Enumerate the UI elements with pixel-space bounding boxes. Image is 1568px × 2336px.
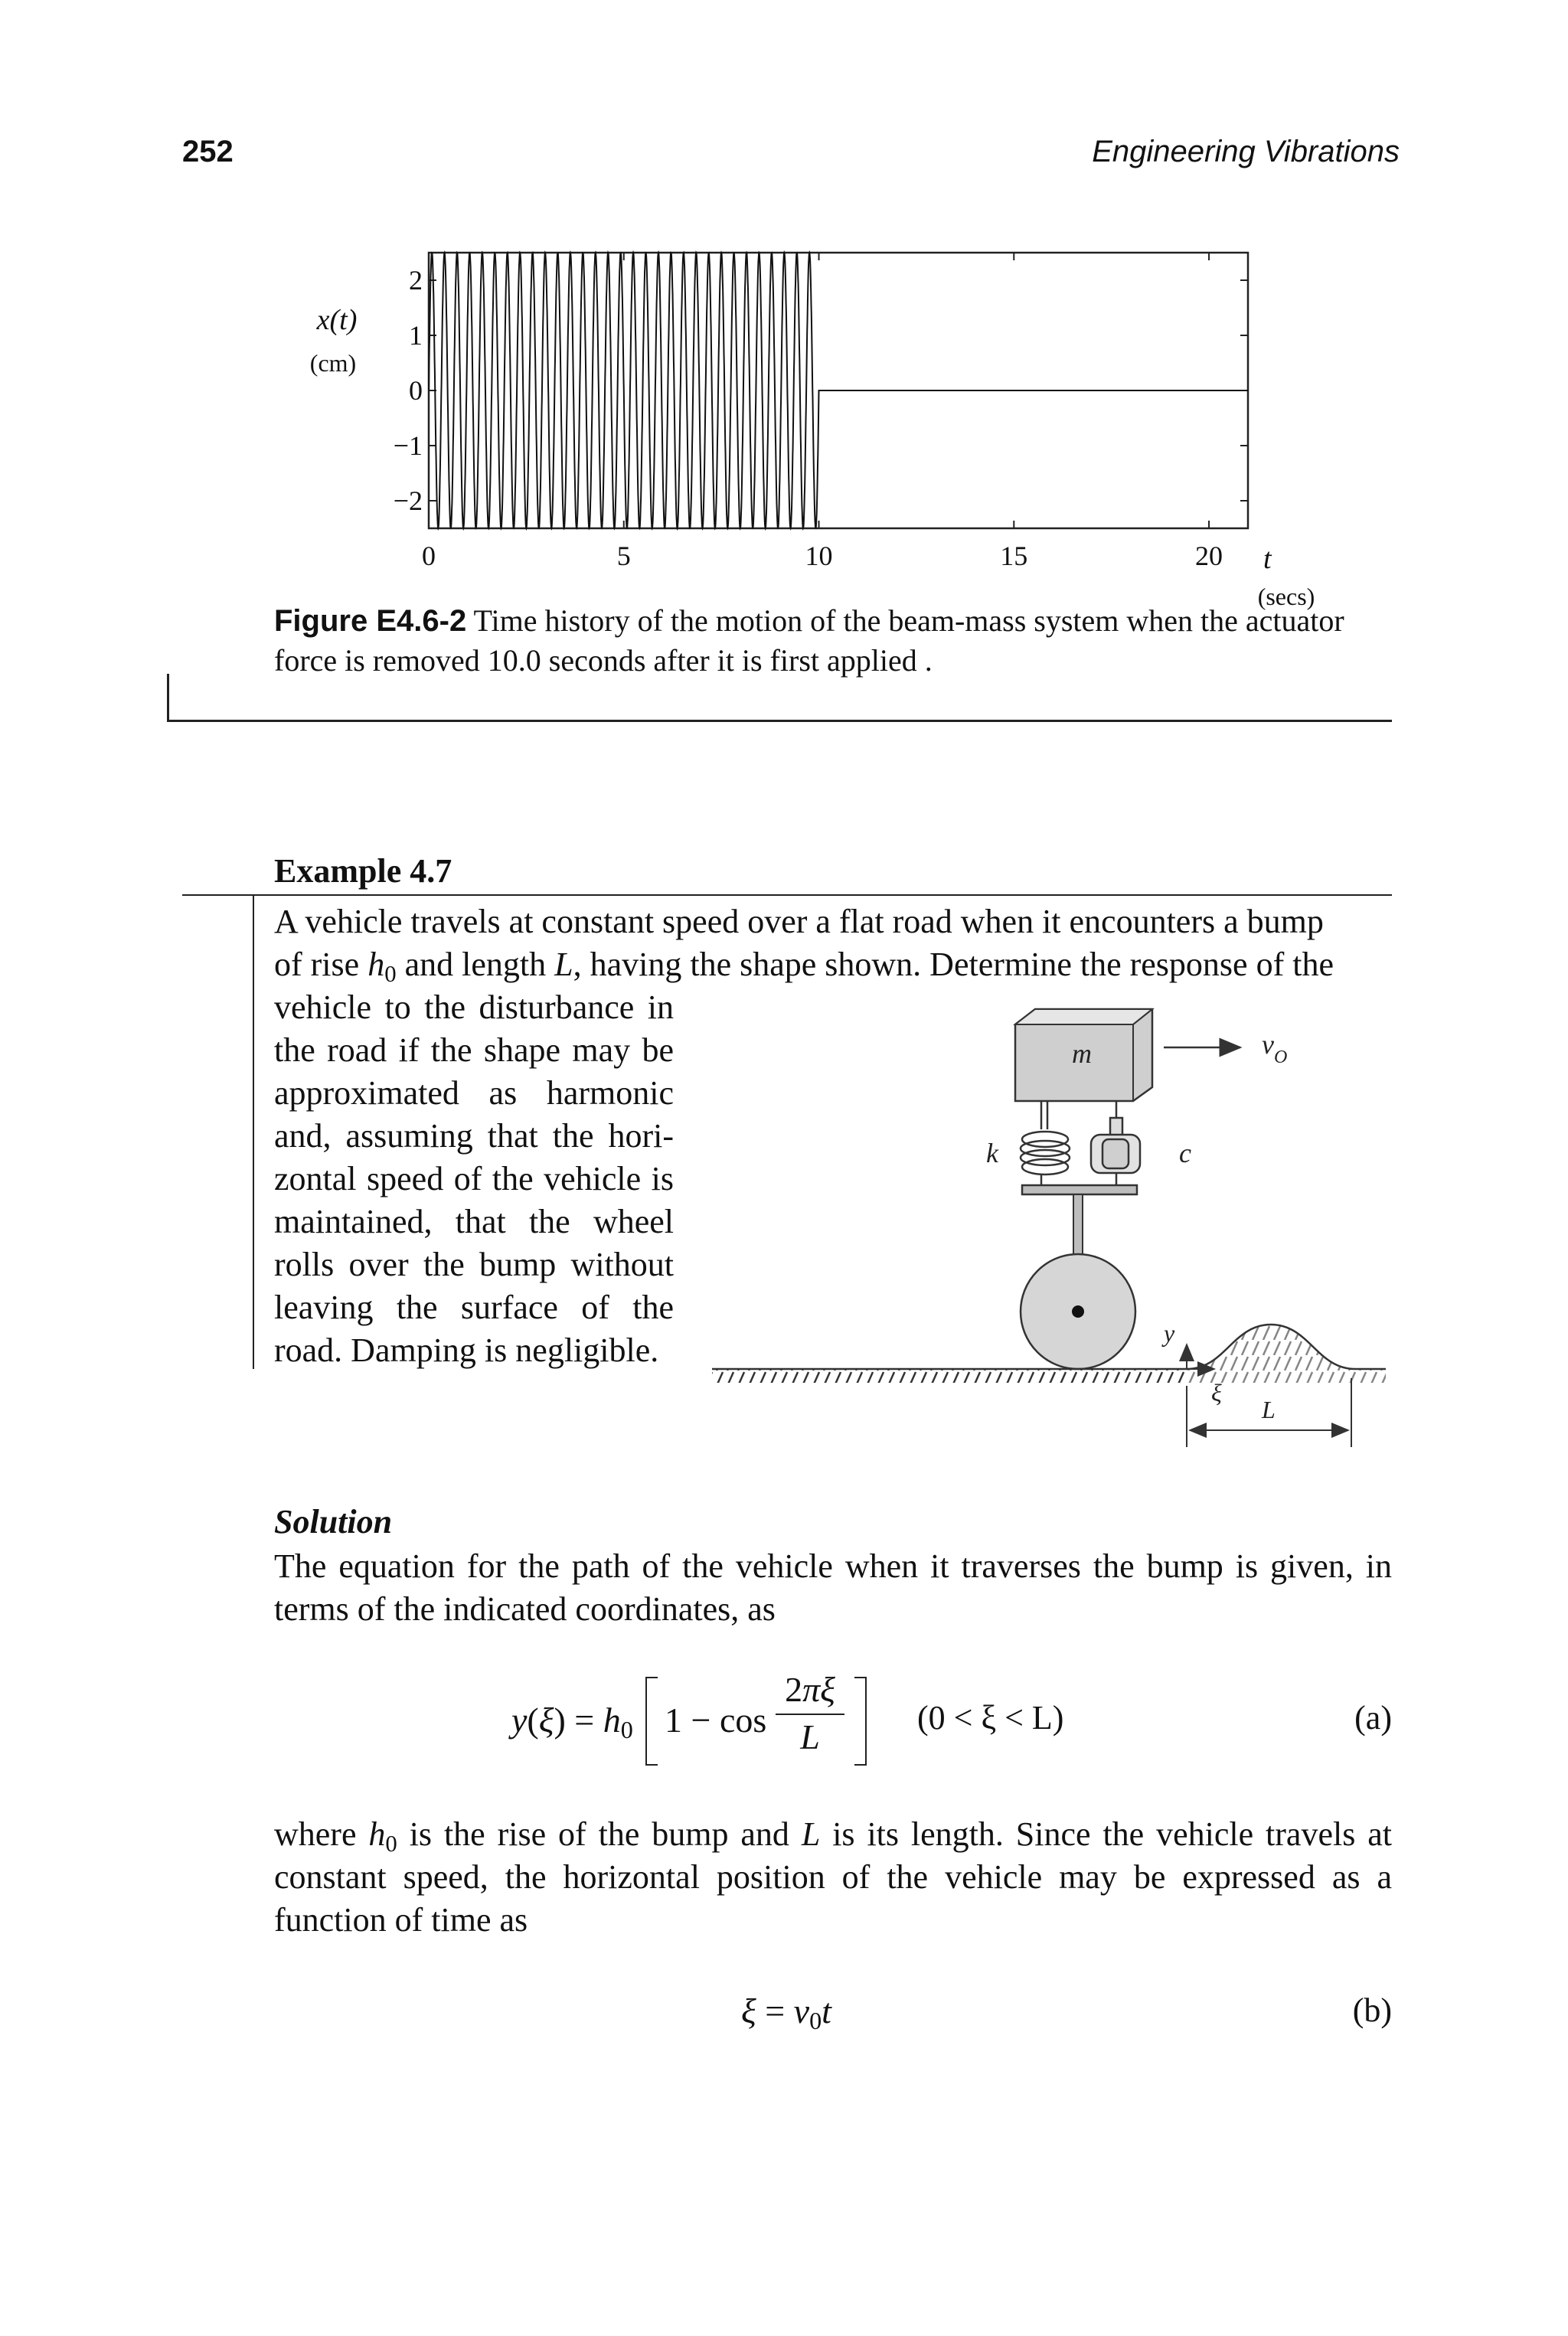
running-title: Engineering Vibrations [1092,135,1400,168]
vehicle-bump-diagram [704,1003,1393,1455]
example-title: Example 4.7 [274,852,452,890]
y-tick-label: 1 [409,320,423,351]
example-rule [182,894,1392,896]
x-tick-label: 10 [805,541,833,571]
velocity-label: $v_O$ [1262,1029,1288,1067]
x-tick-label: 15 [1000,541,1028,571]
equation-a-domain: (0 < ξ < L) [917,1699,1064,1736]
figure-divider [167,720,1392,722]
mass-label: m [1072,1038,1092,1069]
y-tick-label: −1 [393,430,423,461]
figure-caption-text: Time history of the motion of the beam-mass system when the actuator force is removed 10.0 seconds after it is first applied . [274,603,1344,678]
damper-label: c [1179,1138,1191,1168]
equation-b: $\xi = v_0t$ [741,1991,831,2034]
wheel-hub [1072,1305,1084,1318]
x-tick-label: 5 [616,541,631,571]
y-axis-label: x(t) [316,304,358,336]
xi-coordinate-label: ξ [1211,1379,1222,1407]
spring-label: k [986,1138,998,1168]
spring [1021,1101,1070,1187]
axle-plate [1022,1185,1137,1194]
example-text-line-2: of rise $h_0$ and length L, having the shape shown. Determine the response of the [274,946,1334,987]
road-hatching [712,1369,1187,1383]
bump-hatching [1187,1325,1386,1383]
page-number: 252 [182,135,234,168]
figure-caption [274,601,1392,681]
equation-a-label: (a) [1354,1699,1392,1736]
time-history-chart [291,230,1317,613]
equation-b-label: (b) [1352,1991,1392,2029]
damper [1091,1101,1140,1187]
length-label: L [1262,1396,1276,1423]
series-line-x-t [429,253,1248,528]
solution-para-1: The equation for the path of the vehicle when it traverses the bump is given, in terms of the indicated coordinates, as [274,1547,1392,1628]
equation-a: $y(\xi) = h_0$ 1 − cos 2πξ L [511,1669,894,1776]
x-tick-label: 20 [1195,541,1223,571]
figure-caption-label: Figure E4.6-2 [274,604,467,638]
y-axis-unit: (cm) [309,349,357,377]
example-text-line-1: A vehicle travels at constant speed over a flat road when it encounters a bump [274,903,1324,940]
example-side-rule [253,896,254,1369]
solution-para-2: where $h_0$ is the rise of the bump and L is its length. Since the vehicle travels at constant speed, the horizontal position of the vehicle may be expressed as a function of time as [274,1815,1392,1939]
y-tick-label: 2 [409,265,423,296]
x-axis-label: t [1263,543,1272,575]
example-column-text: vehicle to the disturbance in the road if the shape may be approximated as harmonic and, assuming that the hori-zontal speed of the vehicle is maintained, that the wheel rolls over the bump without leaving the surface of the road. Damping is negligible. [274,988,674,1369]
x-tick-label: 0 [422,541,436,571]
x-axis-unit: (secs) [1257,583,1315,610]
solution-heading: Solution [274,1503,393,1540]
y-coordinate-label: y [1164,1319,1175,1347]
figure-divider-left [167,674,169,722]
y-tick-label: 0 [409,375,423,406]
y-tick-label: −2 [393,485,423,516]
